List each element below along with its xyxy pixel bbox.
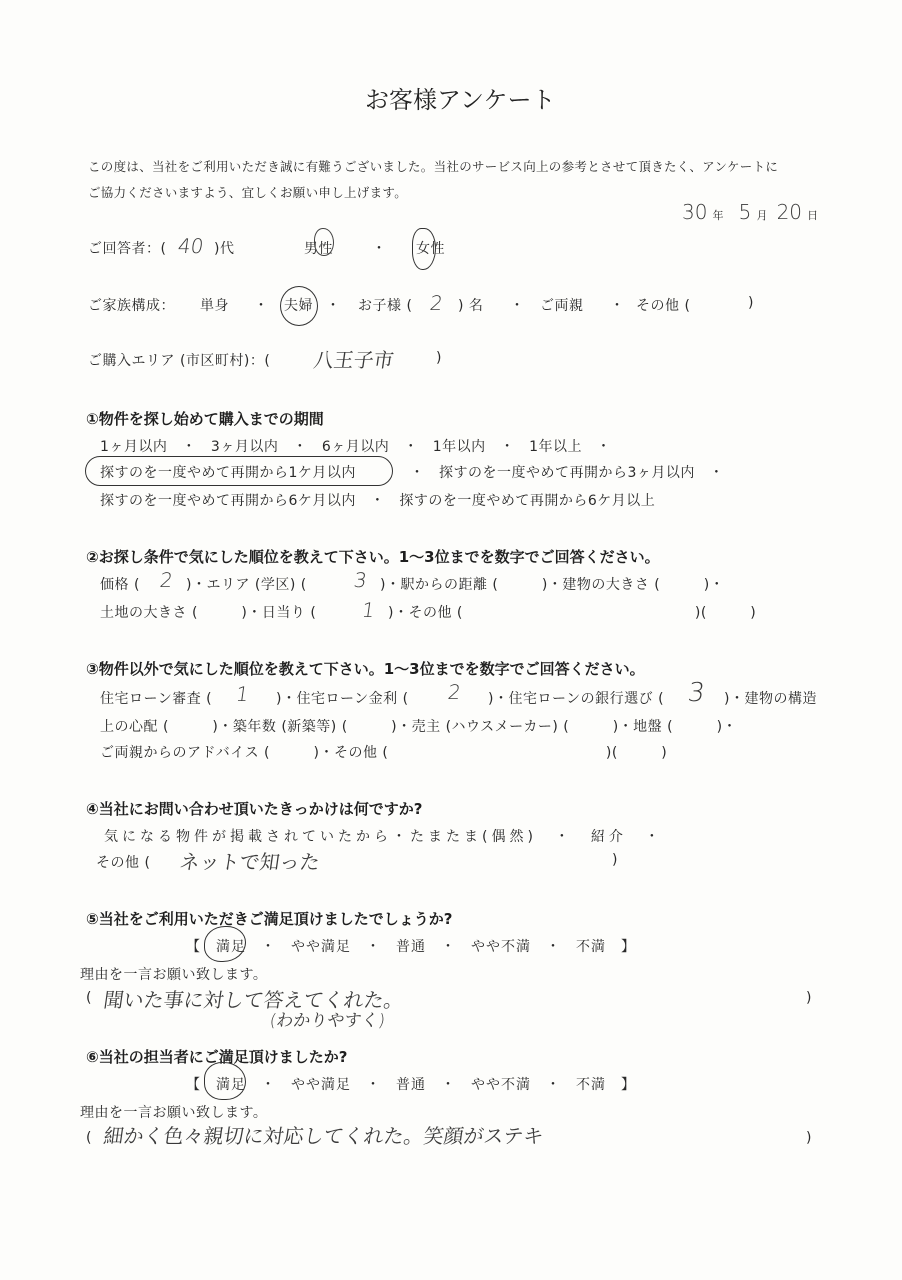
area-value[interactable]: 八王子市	[312, 348, 396, 372]
respondent-label: ご回答者：(	[88, 241, 167, 257]
q6-selected-circle	[204, 1062, 246, 1100]
q5-reason-open: (	[86, 990, 92, 1006]
family-separator-1: ・	[254, 298, 269, 314]
q2-heading: ②お探し条件で気にした順位を教えて下さい。1～3位までを数字でご回答ください。	[86, 548, 660, 566]
q4-other-value[interactable]: ネットで知った	[178, 850, 322, 874]
family-parents-option[interactable]: ご両親	[540, 298, 584, 314]
q6-reason-value[interactable]: 細かく色々親切に対応してくれた。笑顔がステキ	[102, 1124, 546, 1148]
q1-options-row-1[interactable]: 1ヶ月以内 ・ 3ヶ月以内 ・ 6ヶ月以内 ・ 1年以内 ・ 1年以上 ・	[100, 439, 612, 455]
q1-option-restart-1month[interactable]: 探すのを一度やめて再開から1ケ月以内	[100, 465, 356, 481]
q6-reason-label: 理由を一言お願い致します。	[80, 1105, 268, 1121]
q5-reason-label: 理由を一言お願い致します。	[80, 967, 268, 983]
date-month-value: 5	[738, 200, 752, 224]
q2-price-label: 価格 (	[100, 577, 140, 593]
family-single-option[interactable]: 単身	[200, 298, 229, 314]
q3-bank-value[interactable]: 3	[685, 678, 707, 708]
respondent-age-value[interactable]: 40	[176, 234, 206, 258]
q2-row1-rest: )・駅からの距離 ( )・建物の大きさ ( )・	[380, 577, 725, 593]
q3-options-row-2: 上の心配 ( )・築年数 (新築等) ( )・売主 (ハウスメーカー) ( )・地盤 ( )・	[100, 719, 738, 735]
q3-rate-label: )・住宅ローン金利 (	[276, 691, 409, 707]
q5-reason-sub: (わかりやすく)	[268, 1011, 387, 1031]
q1-selected-circle	[85, 456, 393, 486]
q2-area-label: )・エリア (学区) (	[186, 577, 307, 593]
q3-loan-label: 住宅ローン審査 (	[100, 691, 213, 707]
intro-line-1: この度は、当社をご利用いただき誠に有難うございました。当社のサービス向上の参考とさせて頂きたく、アンケートに	[88, 159, 779, 174]
family-separator-3: ・	[510, 298, 525, 314]
family-children-suffix: ) 名	[458, 298, 484, 314]
q2-row2-rest: )・その他 ( )( )	[388, 605, 757, 621]
q5-heading: ⑤当社をご利用いただきご満足頂けましたでしょうか?	[86, 910, 453, 928]
q6-reason-close: )	[806, 1130, 812, 1146]
q1-options-row-3[interactable]: 探すのを一度やめて再開から6ケ月以内 ・ 探すのを一度やめて再開から6ケ月以上	[100, 493, 656, 509]
q6-reason-open: (	[86, 1130, 92, 1146]
q5-reason-value[interactable]: 聞いた事に対して答えてくれた。	[102, 988, 406, 1012]
q5-reason-close: )	[806, 990, 812, 1006]
respondent-male-option[interactable]: 男性	[304, 241, 333, 257]
date-day-unit: 日	[807, 209, 819, 222]
area-close: )	[436, 350, 442, 366]
family-other-label: その他 (	[636, 298, 691, 314]
female-selected-circle	[412, 228, 436, 270]
family-separator-2: ・	[326, 298, 341, 314]
q1-heading: ①物件を探し始めて購入までの期間	[86, 410, 324, 428]
male-mark	[314, 228, 334, 256]
q3-loan-value[interactable]: 1	[234, 682, 251, 706]
q6-rating-scale[interactable]: 【 満足 ・ やや満足 ・ 普通 ・ やや不満 ・ 不満 】	[186, 1077, 636, 1093]
q3-heading: ③物件以外で気にした順位を教えて下さい。1～3位までを数字でご回答ください。	[86, 660, 645, 678]
q3-rate-value[interactable]: 2	[446, 680, 463, 704]
family-children-value[interactable]: 2	[428, 291, 445, 315]
q2-area-value[interactable]: 3	[352, 568, 369, 592]
date-day-value: 20	[776, 200, 803, 224]
q2-price-value[interactable]: 2	[158, 568, 175, 592]
q4-other-label: その他 (	[96, 855, 151, 871]
q3-bank-label: )・住宅ローンの銀行選び (	[488, 691, 665, 707]
intro-line-2: ご協力くださいますよう、宜しくお願い申し上げます。	[88, 185, 408, 200]
q2-land-label: 土地の大きさ ( )・日当り (	[100, 605, 317, 621]
q6-heading: ⑥当社の担当者にご満足頂けましたか?	[86, 1048, 348, 1066]
q3-bank-suffix: )・建物の構造	[724, 691, 817, 707]
family-couple-selected-circle	[280, 286, 318, 326]
q3-options-row-3: ご両親からのアドバイス ( )・その他 ( )( )	[100, 745, 668, 761]
respondent-age-suffix: )代	[214, 241, 235, 257]
respondent-female-option[interactable]: 女性	[416, 241, 445, 257]
date	[682, 200, 818, 224]
q5-rating-scale[interactable]: 【 満足 ・ やや満足 ・ 普通 ・ やや不満 ・ 不満 】	[186, 939, 636, 955]
date-year-value: 30	[682, 200, 708, 224]
area-label: ご購入エリア (市区町村)：(	[88, 353, 271, 369]
respondent-separator: ・	[372, 241, 387, 257]
family-label: ご家族構成：	[88, 298, 175, 314]
page-title: お客様アンケート	[365, 86, 556, 114]
q4-other-close: )	[612, 852, 618, 868]
family-other-close: )	[748, 295, 754, 311]
q1-options-row-2[interactable]: ・ 探すのを一度やめて再開から3ヶ月以内 ・	[410, 465, 724, 481]
q4-options-row-1[interactable]: 気になる物件が掲載されていたから・たまたま(偶然) ・ 紹介 ・	[104, 829, 663, 845]
family-separator-4: ・	[610, 298, 625, 314]
q5-selected-circle	[204, 926, 246, 962]
family-children-label: お子様 (	[358, 298, 413, 314]
date-year-unit: 年	[712, 209, 724, 222]
family-couple-option[interactable]: 夫婦	[284, 298, 313, 314]
q4-heading: ④当社にお問い合わせ頂いたきっかけは何ですか?	[86, 800, 423, 818]
date-month-unit: 月	[756, 209, 768, 222]
q2-sun-value[interactable]: 1	[360, 598, 377, 622]
